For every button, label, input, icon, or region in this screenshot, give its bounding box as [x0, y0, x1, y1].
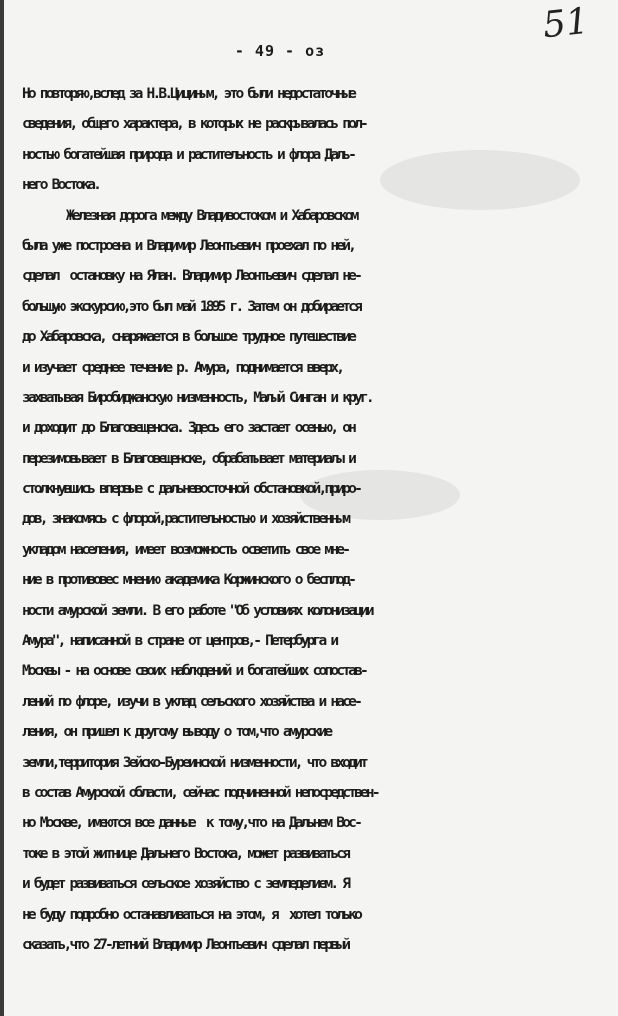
text-line: сведения, общего характера, в которых не раскрывалась пол-	[22, 116, 366, 133]
text-line: ности амурской земли. В его работе "Об условиях колонизации	[22, 602, 372, 619]
text-line: ностью богатейшая природа и растительность и флора Даль-	[22, 146, 355, 163]
text-line: сделал остановку на Ялан. Владимир Леонтьевич сделал не-	[22, 268, 360, 285]
text-line: ления, он пришел к другому выводу о том,что амурские	[22, 724, 331, 741]
text-line: до Хабаровска, снаряжается в большое трудное путешествие	[22, 329, 355, 346]
document-body	[22, 79, 618, 960]
text-line: дов, знакомясь с флорой,растительностью и хозяйственным	[22, 511, 349, 528]
text-line: него Востока.	[22, 177, 100, 194]
text-line: лений по флоре, изучи в уклад сельского хозяйства и насе-	[22, 693, 360, 710]
text-line: сказать,что 27-летний Владимир Леонтьевич сделал первый	[22, 936, 349, 953]
page-header: - 49 - оз	[234, 42, 326, 60]
text-line: и изучает среднее течение р. Амура, поднимается вверх,	[22, 359, 343, 376]
text-line: но Москве, имеются все данные к тому,что на Дальнем Вос-	[22, 815, 360, 832]
text-line: не буду подробно останавливаться на этом, я хотел только	[22, 906, 360, 923]
text-line: Но повторяю,вслед за Н.В.Цициным, это были недостаточные	[22, 86, 355, 102]
text-line: Железная дорога между Владивостоком и Хабаровском	[66, 207, 357, 224]
text-line: ние в противовес мнению академика Коржинского о бесплод-	[22, 572, 355, 589]
text-line: перезимовывает в Благовещенске, обрабатывает материалы и	[22, 450, 355, 467]
text-line: была уже построена и Владимир Леонтьевич проехал по ней,	[22, 237, 355, 254]
text-line: захватывая Биробиджанскую низменность, Малый Синган и круг.	[22, 389, 372, 406]
text-line: токе в этой житнице Дальнего Востока, может развиваться	[22, 845, 349, 862]
text-line: земли,территория Зейско-Буреинской низменности, что входит	[22, 754, 366, 771]
text-line: и доходит до Благовещенска. Здесь его застает осенью, он	[22, 420, 355, 437]
text-line: Амура", написанной в стране от центров,- Петербурга и	[22, 633, 337, 650]
text-line: и будет развиваться сельское хозяйство с земледелием. Я	[22, 876, 349, 893]
text-line: укладом населения, имеет возможность осветить свое мне-	[22, 541, 349, 558]
text-line: большую экскурсию,это был май 1895 г. Затем он добирается	[22, 298, 360, 315]
text-line: Москвы - на основе своих наблюдений и богатейших сопостав-	[22, 663, 366, 680]
text-line: в состав Амурской области, сейчас подчиненной непосредствен-	[22, 784, 378, 801]
scan-left-edge	[0, 0, 4, 1016]
handwritten-folio-number: 51	[540, 0, 591, 47]
text-line: столкнувшись впервые с дальневосточной обстановкой,приро-	[22, 481, 360, 498]
